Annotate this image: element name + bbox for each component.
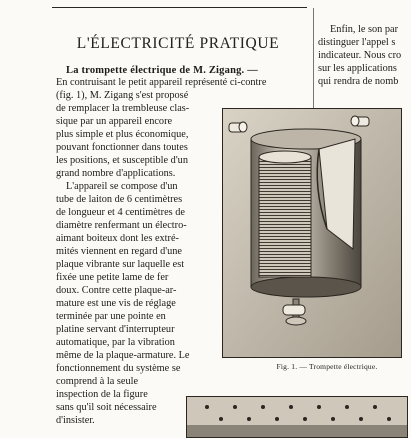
text-line: mités viennent en regard d'une [56,246,182,257]
text-line: comprend à la seule [56,376,139,387]
article-heading: La trompette électrique de M. Zigang. — [66,65,258,76]
text-line: terminée par une pointe en [56,311,166,322]
text-line: d'insister. [56,415,95,426]
text-line: L'appareil se compose d'un [66,181,178,192]
text-line: de longueur et 4 centimètres de [56,207,185,218]
page-title: L'ÉLECTRICITÉ PRATIQUE [76,35,280,52]
text-line: fixée une petite lame de fer [56,272,169,283]
text-line: sique par un appareil encore [56,116,173,127]
text-line: distinguer l'appel s [318,37,396,48]
text-line: doux. Contre cette plaque-ar- [56,285,177,296]
trumpet-engraving [223,109,401,357]
text-line: grand nombre d'applications. [56,168,176,179]
coil-drawing [259,157,311,277]
text-line: aimant boiteux dont les extré- [56,233,179,244]
text-line: sans qu'il soit nécessaire [56,402,157,413]
text-line: En contruisant le petit appareil représenté ci-contre [56,77,267,88]
battery-engraving [187,397,407,437]
text-line: de remplacer la trembleuse clas- [56,103,190,114]
text-line: indicateur. Nous cro [318,50,402,61]
terminal-screw [283,305,305,315]
text-line: pouvant fonctionner dans toutes [56,142,188,153]
text-line: plus simple et plus économique, [56,129,189,140]
text-line: inspection de la figure [56,389,148,400]
text-line: platine servant d'interrupteur [56,324,175,335]
text-line: les positions, et susceptible d'un [56,155,188,166]
text-line: qui rendra de nomb [318,76,399,87]
top-rule [52,7,307,8]
text-line: automatique, par la vibration [56,337,175,348]
column-rule [313,8,314,118]
text-line: plaque vibrante sur laquelle est [56,259,185,270]
mounting-screw [351,116,369,126]
trumpet-illustration [222,108,402,358]
text-line: Enfin, le son par [330,24,399,35]
text-line: tube de laiton de 6 centimètres [56,194,183,205]
text-line: sur les applications [318,63,397,74]
mounting-screw [229,122,247,132]
figure-caption: Fig. 1. — Trompette électrique. [276,362,378,371]
text-line: (fig. 1), M. Zigang s'est proposé [56,90,189,101]
text-line: fonctionnement du système se [56,363,181,374]
text-line: diamètre renfermant un électro- [56,220,187,231]
text-line: mature est une vis de réglage [56,298,176,309]
text-line: même de la plaque-armature. Le [56,350,190,361]
